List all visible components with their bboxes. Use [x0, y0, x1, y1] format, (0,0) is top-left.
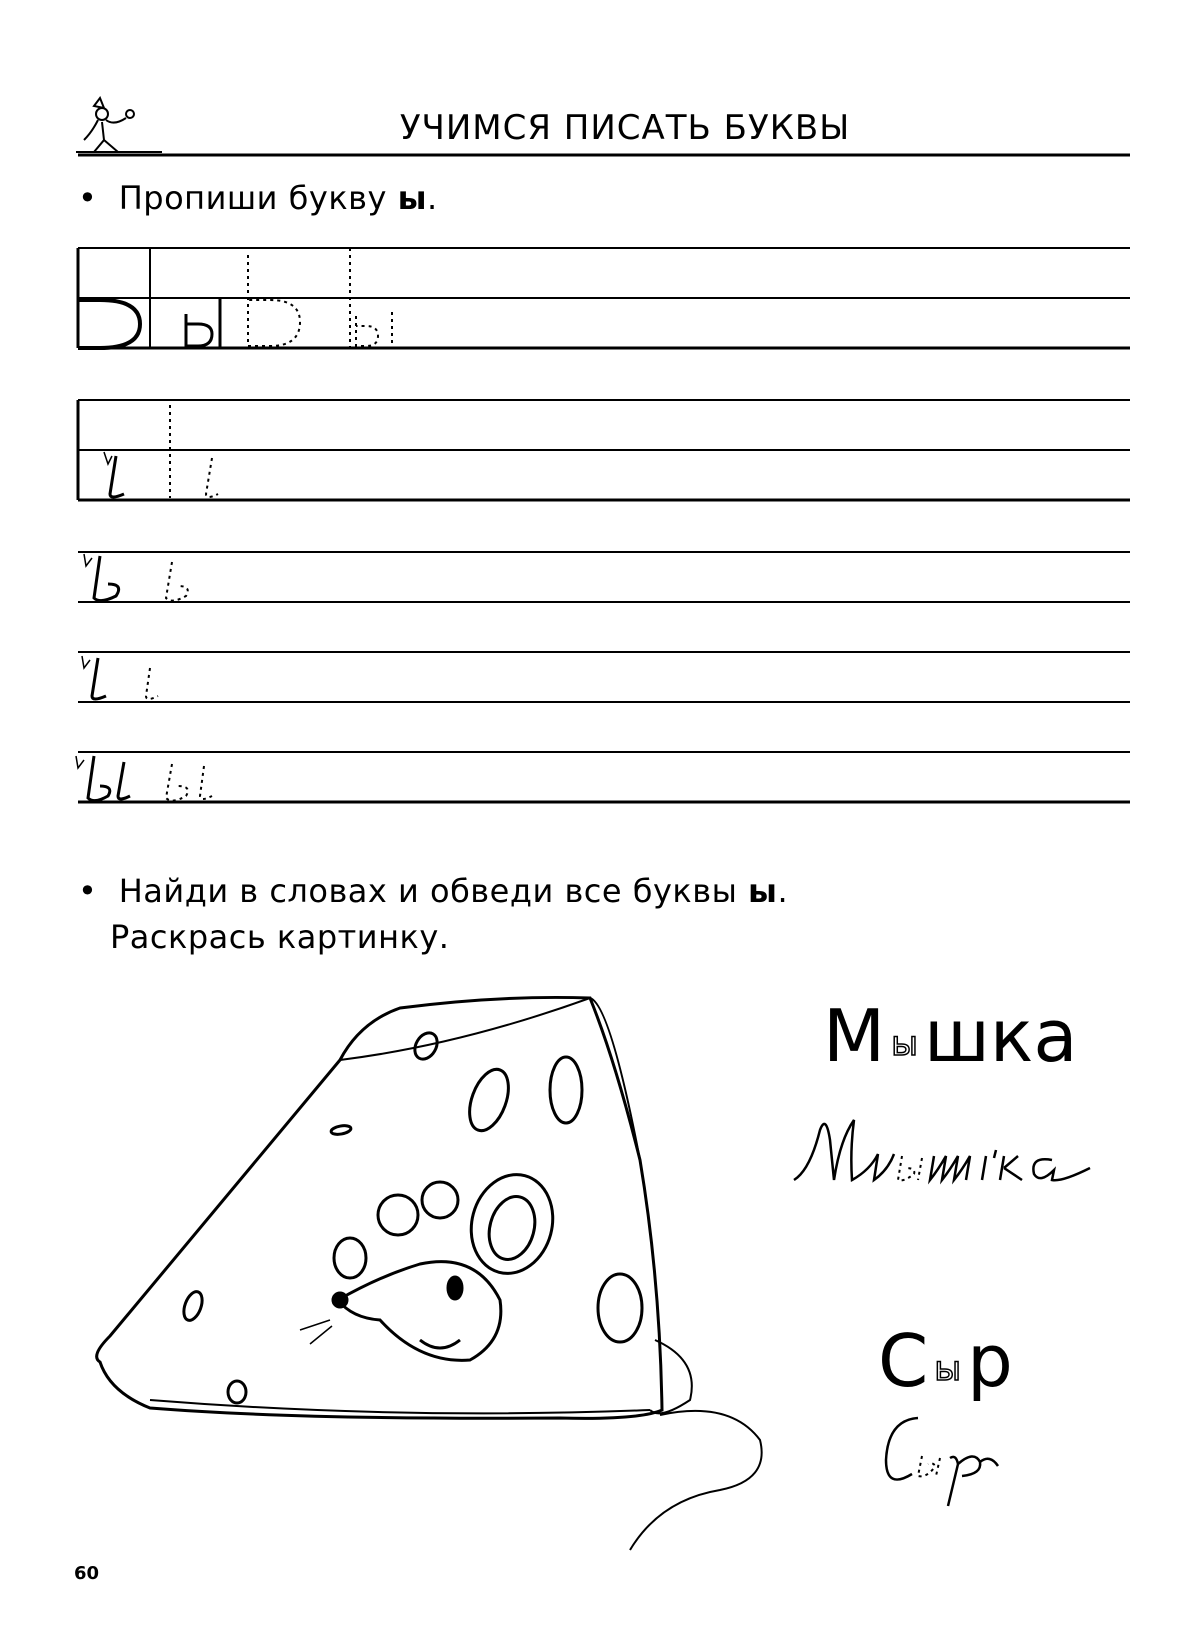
practice-row-cursive-stroke — [78, 400, 1130, 500]
word-cursive-myshka — [790, 1110, 1110, 1194]
practice-row-cursive-l — [78, 652, 1130, 702]
word-print-syr: Сыр — [878, 1319, 1013, 1403]
word-cursive-syr — [878, 1410, 1038, 1514]
practice-row-print — [78, 248, 1130, 348]
page-number: 60 — [74, 1563, 100, 1584]
instruction-find-letter: • Найди в словах и обведи все буквы ы. — [78, 872, 789, 910]
cheese-mouse-illustration — [97, 997, 762, 1550]
practice-row-cursive-bl — [76, 752, 1130, 802]
practice-row-cursive-b — [78, 552, 1130, 602]
word-print-myshka: Мышка — [823, 994, 1078, 1078]
instruction-color-picture: Раскрась картинку. — [110, 918, 450, 956]
instruction-write-letter: • Пропиши букву ы. — [78, 179, 438, 217]
page-title: УЧИМСЯ ПИСАТЬ БУКВЫ — [399, 108, 851, 148]
